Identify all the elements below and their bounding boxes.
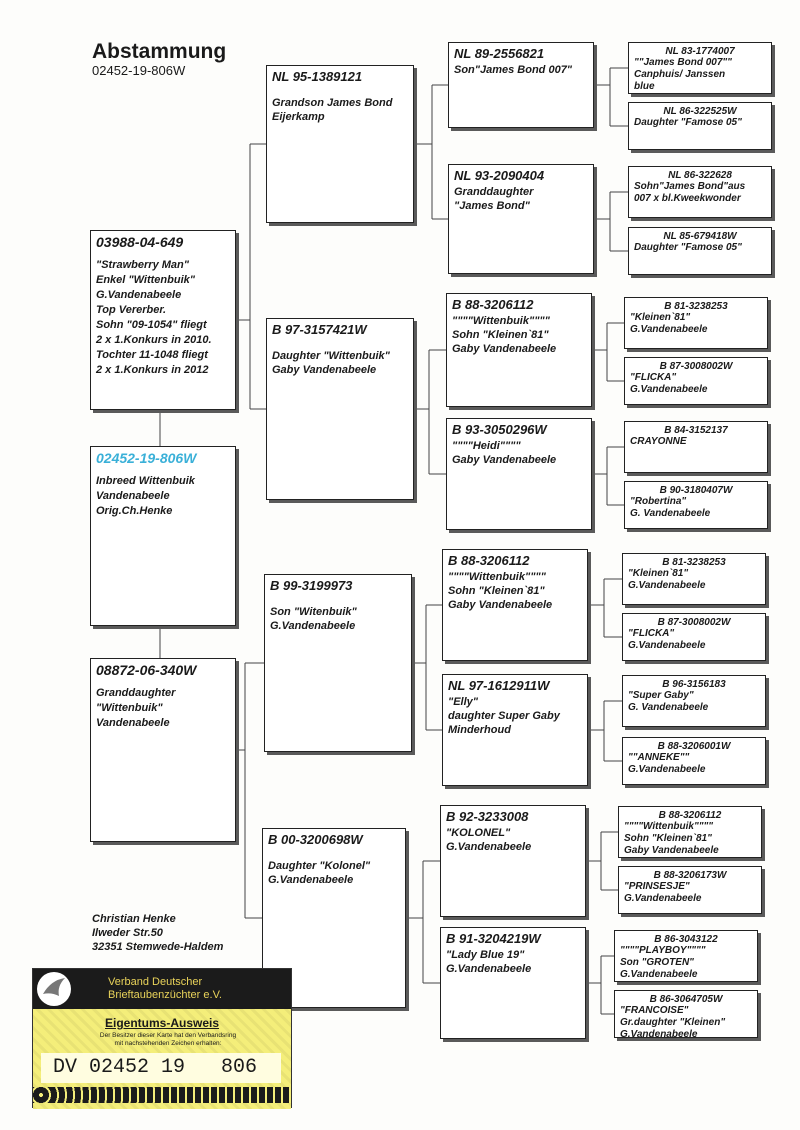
pigeon-logo-icon [37,972,71,1006]
ring-id: 08872-06-340W [96,662,197,678]
pedigree-line: "FLICKA" [628,628,675,639]
pedigree-line: 2 x 1.Konkurs in 2012 [96,364,209,376]
ring-number-suffix: 806 [221,1056,258,1079]
card-body [33,1009,291,1109]
pedigree-line: Son "Witenbuik" [270,606,357,618]
pedigree-line: """"Wittenbuik"""" [624,821,713,832]
pedigree-line: Daughter "Kolonel" [268,860,371,872]
pedigree-line: Daughter "Famose 05" [634,117,742,128]
pedigree-line: G.Vandenabeele [270,620,356,632]
card-org-line2: Brieftaubenzüchter e.V. [108,989,222,1001]
ring-id: B 84-3152137 [664,425,728,436]
ring-id: B 87-3008002W [659,361,733,372]
pedigree-line: "Strawberry Man" [96,259,189,271]
card-note [53,1032,283,1048]
pedigree-line: "Kleinen`81" [628,568,689,579]
pedigree-line: """"Wittenbuik"""" [452,315,550,327]
pedigree-line: blue [634,81,655,92]
ring-id: B 00-3200698W [268,832,363,847]
pedigree-line: Enkel "Wittenbuik" [96,274,195,286]
great-grandparent-card [448,42,594,128]
pedigree-line: G. Vandenabeele [630,508,711,519]
pedigree-line: CRAYONNE [630,436,687,447]
page-subtitle: 02452-19-806W [92,63,186,78]
pedigree-line: Son"James Bond 007" [454,64,573,76]
owner-city: 32351 Stemwede-Haldem [92,941,224,953]
ring-id: B 93-3050296W [452,422,547,437]
pedigree-line: daughter Super Gaby [448,710,560,722]
ring-id: NL 95-1389121 [272,69,363,84]
gg-grandparent-card [618,806,762,858]
mother-card [90,658,236,842]
pedigree-line: G.Vandenabeele [446,841,532,853]
ring-id: B 88-3206112 [658,810,722,821]
pedigree-line: "Kleinen`81" [630,312,691,323]
pedigree-line: Orig.Ch.Henke [96,505,173,517]
great-grandparent-card [442,674,588,786]
owner-address [92,912,223,954]
ring-id: B 92-3233008 [446,809,529,824]
great-grandparent-card [446,293,592,407]
pedigree-line: """"PLAYBOY"""" [620,945,706,956]
gg-grandparent-card [618,866,762,914]
pedigree-line: G.Vandenabeele [628,580,706,591]
pedigree-line: Granddaughter [96,687,176,699]
pedigree-line: Grandson James Bond [272,97,393,109]
pedigree-line: ""ANNEKE"" [628,752,690,763]
great-grandparent-card [448,164,594,274]
gg-grandparent-card [624,297,768,349]
page-title: Abstammung [92,40,227,63]
ring-id: NL 89-2556821 [454,46,545,61]
pedigree-line: Minderhoud [448,724,511,736]
ring-id: B 91-3204219W [446,931,541,946]
ring-id: B 86-3043122 [654,934,718,945]
pedigree-line: G.Vandenabeele [630,384,708,395]
pedigree-line: "Elly" [448,696,478,708]
gg-grandparent-card [614,930,758,982]
gg-grandparent-card [628,102,772,150]
pedigree-line: Son "GROTEN" [620,957,694,968]
ring-id: NL 86-322525W [663,106,737,117]
pedigree-line: Top Vererber. [96,304,167,316]
great-grandparent-card [442,549,588,661]
gg-grandparent-card [622,553,766,605]
card-note-line1: Der Besitzer dieser Karte hat den Verbandsring [99,1032,237,1039]
ring-id: B 88-3206001W [657,741,731,752]
pedigree-line: Gr.daughter "Kleinen" [620,1017,726,1028]
pedigree-line: G. Vandenabeele [628,702,709,713]
pedigree-line: "James Bond" [454,200,530,212]
ring-id: NL 86-322628 [668,170,732,181]
pedigree-line: G.Vandenabeele [268,874,354,886]
pedigree-line: Daughter "Famose 05" [634,242,742,253]
gg-grandparent-card [624,481,768,529]
pedigree-line: Gaby Vandenabeele [624,845,719,856]
card-header [33,969,291,1009]
pedigree-line: Sohn "09-1054" fliegt [96,319,207,331]
pedigree-line: "Super Gaby" [628,690,694,701]
ring-id: B 96-3156183 [662,679,726,690]
great-grandparent-card [446,418,592,530]
card-org [108,976,222,1002]
ring-id: B 87-3008002W [657,617,731,628]
pedigree-line: ""James Bond 007"" [634,57,732,68]
pedigree-line: 2 x 1.Konkurs in 2010. [96,334,212,346]
pedigree-line: """"Wittenbuik"""" [448,571,546,583]
gg-grandparent-card [622,613,766,661]
pedigree-line: Sohn "Kleinen`81" [452,329,549,341]
gg-grandparent-card [628,227,772,275]
pedigree-line: Vandenabeele [96,717,170,729]
ring-id: 02452-19-806W [96,450,197,466]
pedigree-line: Eijerkamp [272,111,325,123]
pedigree-line: G.Vandenabeele [446,963,532,975]
gg-grandparent-card [622,737,766,785]
ring-id: B 86-3064705W [649,994,723,1005]
owner-name: Christian Henke [92,913,176,925]
pedigree-line: Gaby Vandenabeele [448,599,553,611]
gg-grandparent-card [614,990,758,1038]
pedigree-line: Gaby Vandenabeele [452,454,557,466]
pedigree-line: "PRINSESJE" [624,881,690,892]
ring-number [41,1053,281,1083]
pedigree-line: G.Vandenabeele [630,324,708,335]
pedigree-line: Tochter 11-1048 fliegt [96,349,208,361]
pedigree-line: G.Vandenabeele [96,289,182,301]
great-grandparent-card [440,805,586,917]
grandparent-card [266,65,414,223]
card-title: Eigentums-Ausweis [105,1016,220,1030]
pedigree-line: Inbreed Wittenbuik [96,475,195,487]
card-note-line2: mit nachstehenden Zeichen erhalten: [114,1040,222,1047]
ring-id: B 81-3238253 [662,557,726,568]
ring-id: B 88-3206112 [452,297,534,312]
gg-grandparent-card [624,421,768,473]
grandparent-card [266,318,414,500]
pedigree-line: """"Heidi"""" [452,440,521,452]
ring-id: NL 97-1612911W [448,678,550,693]
ring-id: NL 93-2090404 [454,168,545,183]
pedigree-line: Sohn "Kleinen`81" [624,833,712,844]
grandparent-card [264,574,412,752]
subject-card [90,446,236,626]
pedigree-line: G.Vandenabeele [620,1029,698,1040]
great-grandparent-card [440,927,586,1039]
ring-id: B 99-3199973 [270,578,353,593]
pedigree-line: Canphuis/ Janssen [634,69,726,80]
pedigree-line: Granddaughter [454,186,534,198]
pedigree-line: G.Vandenabeele [628,640,706,651]
pedigree-line: "KOLONEL" [446,827,511,839]
pedigree-line: Gaby Vandenabeele [272,364,377,376]
ring-id: B 97-3157421W [272,322,367,337]
ownership-card [32,968,292,1108]
pedigree-line: Sohn"James Bond"aus [634,181,746,192]
pedigree-line: "Lady Blue 19" [446,949,525,961]
ring-id: B 88-3206112 [448,553,530,568]
ring-id: B 88-3206173W [653,870,727,881]
gg-grandparent-card [622,675,766,727]
ring-id: B 81-3238253 [664,301,728,312]
gg-grandparent-card [628,42,772,94]
pedigree-line: "Wittenbuik" [96,702,163,714]
ring-id: 03988-04-649 [96,234,184,250]
ring-id: NL 85-679418W [663,231,737,242]
owner-street: Ilweder Str.50 [92,927,163,939]
gg-grandparent-card [628,166,772,218]
pedigree-line: Sohn "Kleinen`81" [448,585,545,597]
pedigree-line: Gaby Vandenabeele [452,343,557,355]
card-org-line1: Verband Deutscher [108,976,203,988]
pedigree-line: "FRANCOISE" [620,1005,689,1016]
pedigree-line: "FLICKA" [630,372,677,383]
pedigree-line: "Robertina" [630,496,687,507]
gg-grandparent-card [624,357,768,405]
father-card [90,230,236,410]
ring-number-prefix: DV 02452 19 [53,1056,186,1079]
pedigree-line: Daughter "Wittenbuik" [272,350,390,362]
pedigree-line: Vandenabeele [96,490,170,502]
card-decorative-band [33,1087,291,1103]
pedigree-line: G.Vandenabeele [628,764,706,775]
pedigree-line: 007 x bl.Kweekwonder [634,193,741,204]
ring-id: NL 83-1774007 [665,46,735,57]
ring-id: B 90-3180407W [659,485,733,496]
pedigree-line: G.Vandenabeele [624,893,702,904]
pedigree-line: G.Vandenabeele [620,969,698,980]
